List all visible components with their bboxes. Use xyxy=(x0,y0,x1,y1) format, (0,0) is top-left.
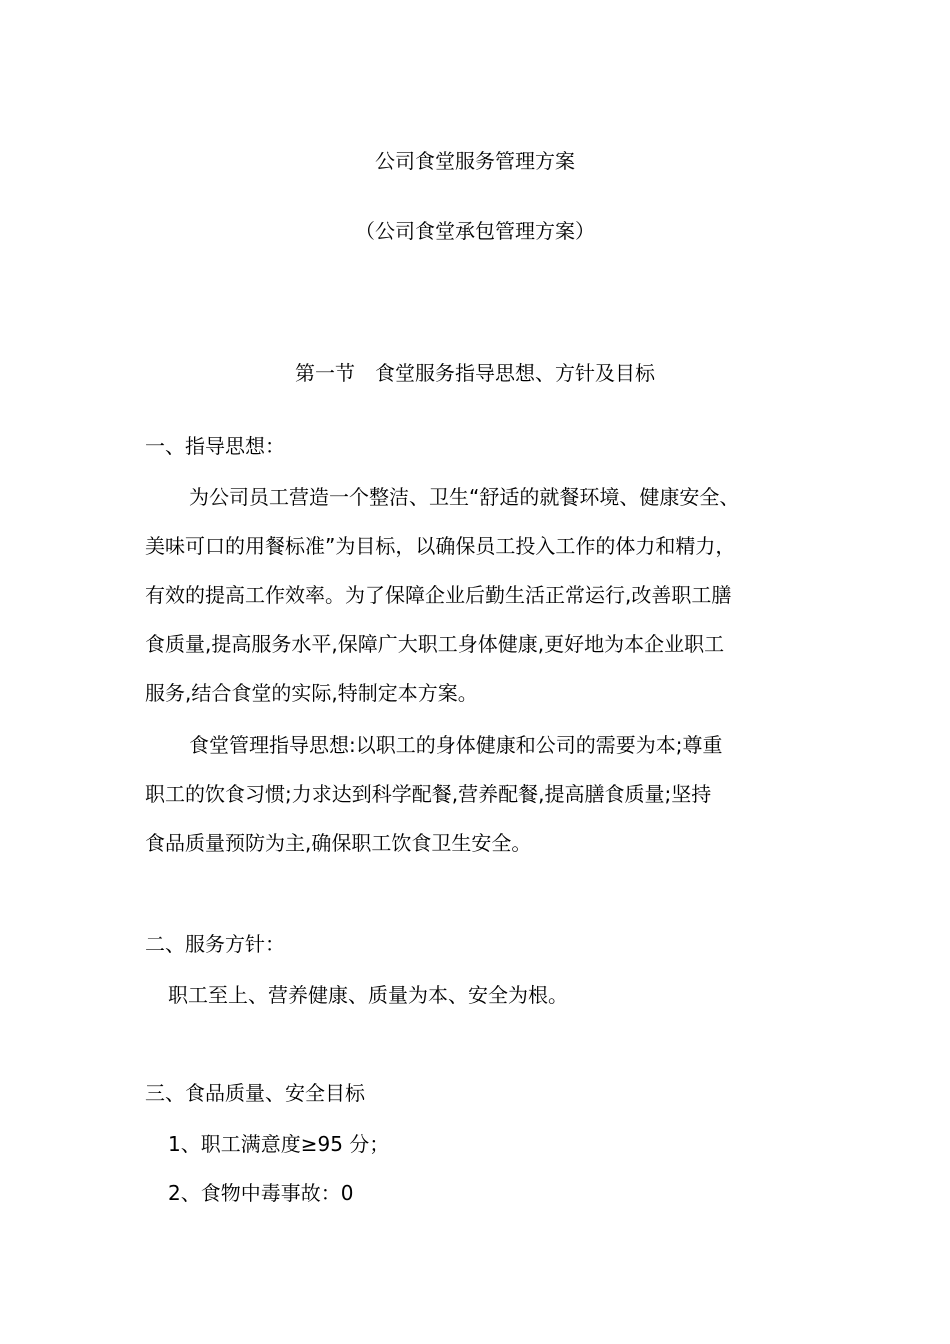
part2-text: 职工至上、营养健康、质量为本、安全为根。 xyxy=(168,983,568,1007)
list-item: 2、食物中毒事故：0 xyxy=(168,1181,354,1205)
paragraph-line: 美味可口的用餐标准”为目标，以确保员工投入工作的体力和精力， xyxy=(145,534,736,558)
paragraph-line: 职工的饮食习惯;力求达到科学配餐,营养配餐,提高膳食质量;坚持 xyxy=(145,782,712,806)
part3-heading: 三、食品质量、安全目标 xyxy=(145,1081,365,1105)
paragraph-line: 有效的提高工作效率。为了保障企业后勤生活正常运行,改善职工膳 xyxy=(145,583,732,607)
paragraph-line: 为公司员工营造一个整洁、卫生“舒适的就餐环境、健康安全、 xyxy=(189,485,740,509)
section-title: 第一节 食堂服务指导思想、方针及目标 xyxy=(295,361,655,385)
paragraph-line: 食堂管理指导思想:以职工的身体健康和公司的需要为本;尊重 xyxy=(189,733,723,757)
paragraph-line: 食质量,提高服务水平,保障广大职工身体健康,更好地为本企业职工 xyxy=(145,632,725,656)
paragraph-line: 服务,结合食堂的实际,特制定本方案。 xyxy=(145,681,478,705)
part2-heading: 二、服务方针： xyxy=(145,932,285,956)
document-title: 公司食堂服务管理方案 xyxy=(375,149,575,173)
paragraph-line: 食品质量预防为主,确保职工饮食卫生安全。 xyxy=(145,831,532,855)
document-subtitle: （公司食堂承包管理方案） xyxy=(355,219,595,243)
list-item: 1、职工满意度≥95 分； xyxy=(168,1132,390,1156)
part1-heading: 一、指导思想： xyxy=(145,434,285,458)
